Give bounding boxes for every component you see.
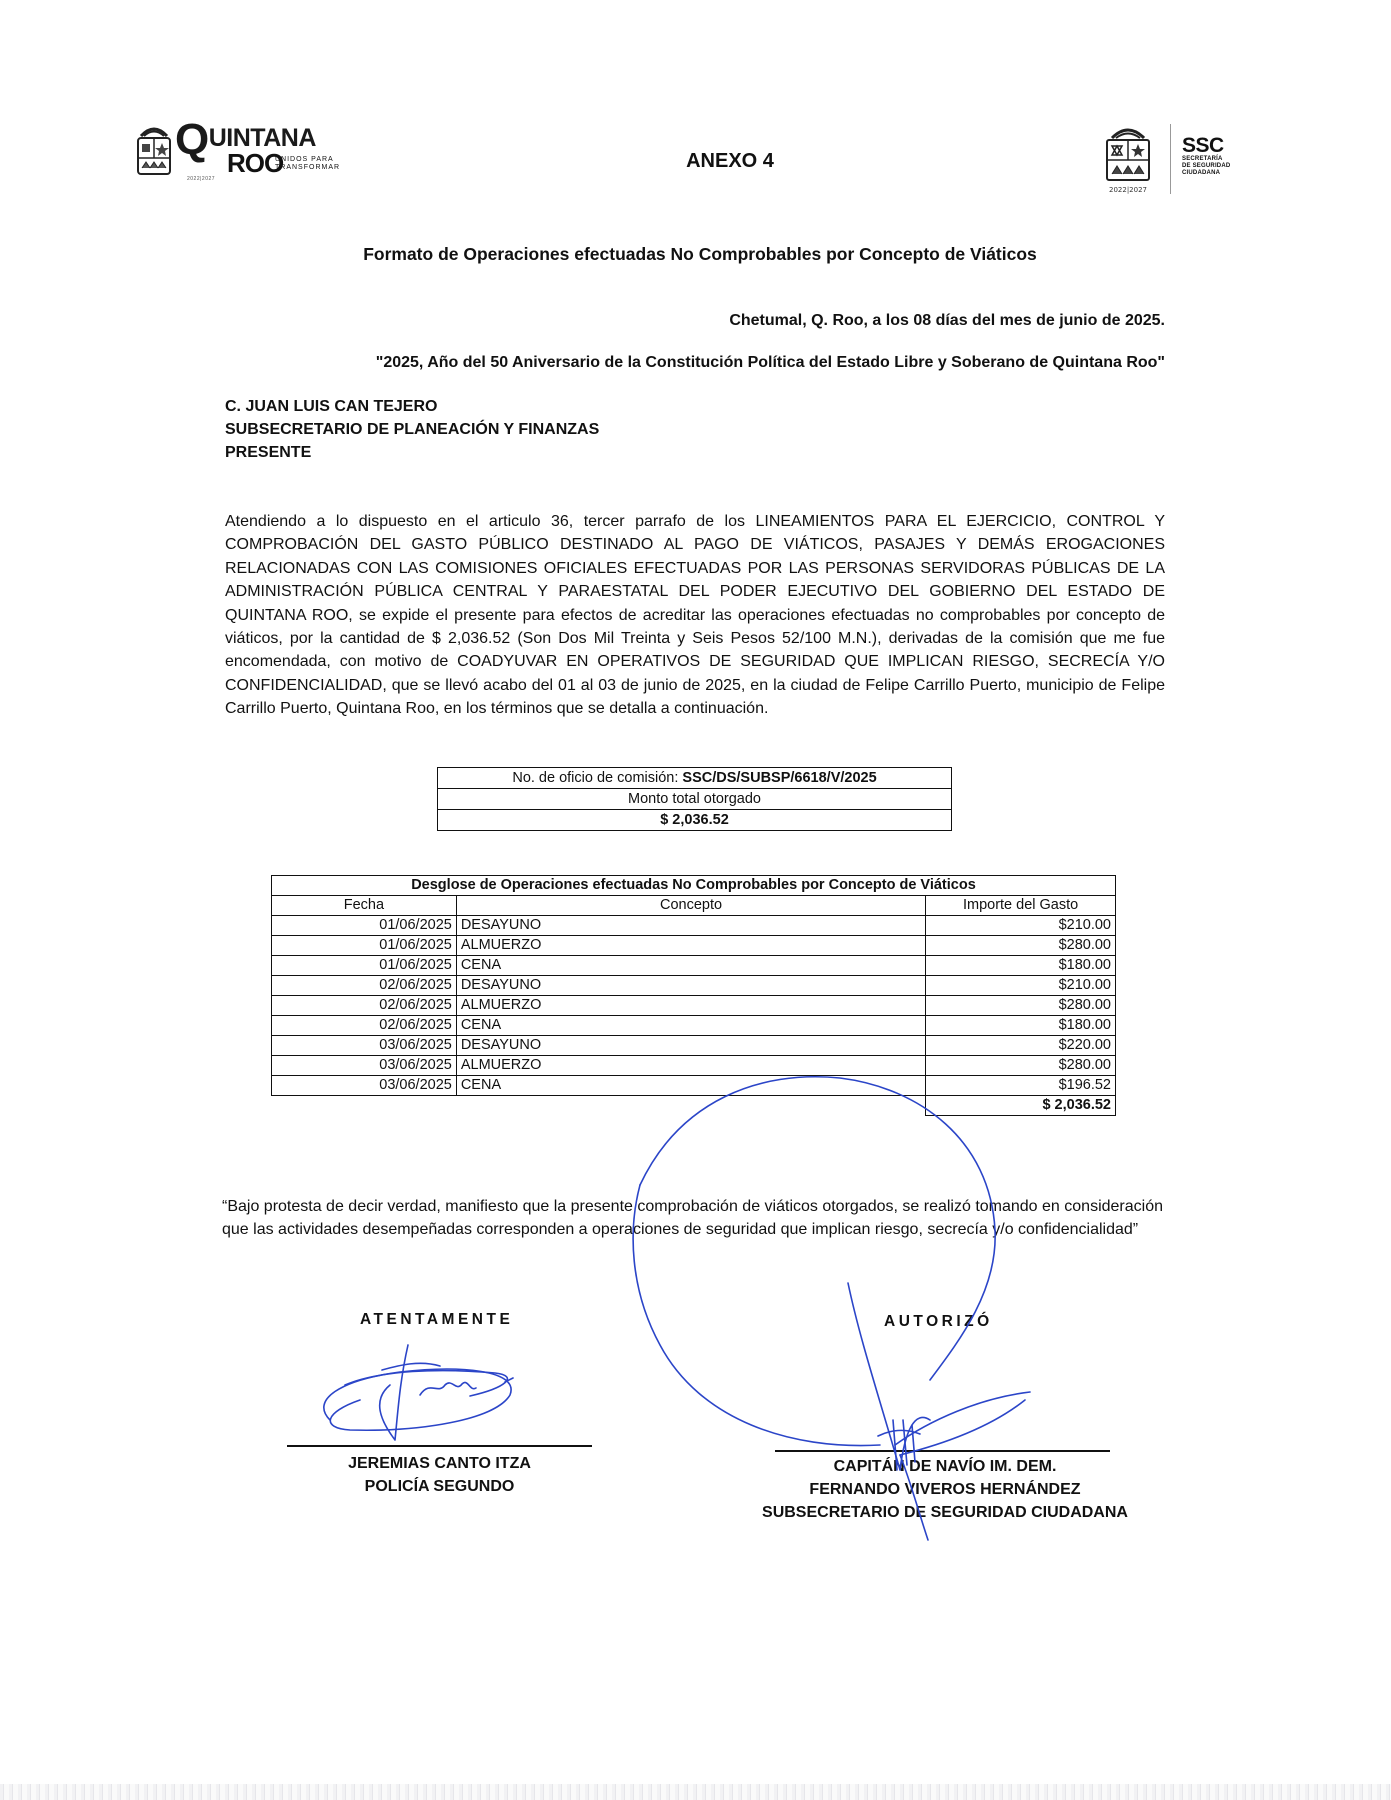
row-fecha: 01/06/2025	[272, 956, 457, 976]
table-row	[272, 956, 1116, 976]
logo-years: 2022|2027	[187, 176, 216, 182]
logo-roo: ROO	[227, 148, 284, 178]
row-concepto: ALMUERZO	[456, 936, 925, 956]
row-fecha: 02/06/2025	[272, 976, 457, 996]
monto-label-row	[438, 789, 952, 810]
table-row	[272, 976, 1116, 996]
logo-word: UINTANA	[208, 124, 316, 152]
table-row	[272, 916, 1116, 936]
state-seal-icon	[135, 122, 173, 178]
document-title: Formato de Operaciones efectuadas No Comprobables por Concepto de Viáticos	[363, 244, 1037, 264]
recipient-block	[225, 395, 599, 464]
logo-q: Q	[175, 115, 209, 164]
recipient-presente: PRESENTE	[225, 444, 312, 461]
signer-right-position: SUBSECRETARIO DE SEGURIDAD CIUDADANA	[762, 1504, 1128, 1521]
row-concepto: DESAYUNO	[456, 976, 925, 996]
signer-left	[287, 1452, 592, 1498]
breakdown-header-row	[272, 896, 1116, 916]
row-importe: $280.00	[926, 1056, 1116, 1076]
table-row	[272, 996, 1116, 1016]
breakdown-title: Desglose de Operaciones efectuadas No Comprobables por Concepto de Viáticos	[272, 876, 1116, 896]
ssc-subtitle-3: CIUDADANA	[1182, 170, 1221, 176]
row-concepto: ALMUERZO	[456, 996, 925, 1016]
table-row	[272, 1016, 1116, 1036]
breakdown-table	[271, 875, 1116, 1116]
ssc-subtitle	[1182, 156, 1230, 177]
monto-label: Monto total otorgado	[438, 789, 952, 810]
header-importe: Importe del Gasto	[926, 896, 1116, 916]
breakdown-title-row	[272, 876, 1116, 896]
recipient-position: SUBSECRETARIO DE PLANEACIÓN Y FINANZAS	[225, 421, 600, 438]
signer-left-name: JEREMIAS CANTO ITZA	[348, 1455, 531, 1472]
header-concepto: Concepto	[456, 896, 925, 916]
signature-line-right	[775, 1450, 1110, 1452]
row-fecha: 02/06/2025	[272, 1016, 457, 1036]
row-importe: $210.00	[926, 916, 1116, 936]
row-importe: $196.52	[926, 1076, 1116, 1096]
row-fecha: 03/06/2025	[272, 1036, 457, 1056]
table-row	[272, 1036, 1116, 1056]
breakdown-total: $ 2,036.52	[926, 1096, 1116, 1116]
date-line: Chetumal, Q. Roo, a los 08 días del mes de junio de 2025.	[729, 312, 1165, 329]
row-concepto: CENA	[456, 1016, 925, 1036]
row-importe: $180.00	[926, 956, 1116, 976]
row-concepto: ALMUERZO	[456, 1056, 925, 1076]
row-importe: $180.00	[926, 1016, 1116, 1036]
row-fecha: 01/06/2025	[272, 936, 457, 956]
ssc-seal-icon	[1102, 122, 1154, 196]
ssc-seal-years: 2022|2027	[1109, 186, 1147, 194]
row-importe: $280.00	[926, 996, 1116, 1016]
summary-table	[437, 767, 952, 831]
signer-left-position: POLICÍA SEGUNDO	[364, 1478, 515, 1495]
ssc-logo	[1102, 122, 1262, 200]
row-concepto: CENA	[456, 1076, 925, 1096]
signature-line-left	[287, 1445, 592, 1447]
year-motto: "2025, Año del 50 Aniversario de la Constitución Política del Estado Libre y Soberano de Quintana Roo"	[375, 354, 1165, 371]
oficio-label: No. de oficio de comisión:	[512, 770, 679, 786]
row-fecha: 02/06/2025	[272, 996, 457, 1016]
left-signature-scribble	[324, 1345, 513, 1440]
quintana-roo-logo	[135, 115, 345, 184]
ssc-title: SSC	[1182, 134, 1224, 157]
oficio-cell	[438, 768, 952, 789]
body-paragraph: Atendiendo a lo dispuesto en el articulo 36, tercer parrafo de los LINEAMIENTOS PARA EL EJERCICIO, CONTROL Y COMPROBACIÓN DEL GASTO PÚBLICO DESTINADO AL PAGO DE VIÁTICOS, PASAJES Y DEMÁS EROGACIONES RELACIONADAS CON LAS COMISIONES OFICIALES EFECTUADAS POR LAS PERSONAS SERVIDORAS PÚBLICAS DE LA ADMINISTRACIÓN PÚBLICA CENTRAL Y PARAESTATAL DEL PODER EJECUTIVO DEL GOBIERNO DEL ESTADO DE QUINTANA ROO, se expide el presente para efectos de acreditar las operaciones efectuadas no comprobables por concepto de viáticos, por la cantidad de $ 2,036.52 (Son Dos Mil Treinta y Seis Pesos 52/100 M.N.), derivadas de la comisión que me fue encomendada, con motivo de COADYUVAR EN OPERATIVOS DE SEGURIDAD QUE IMPLICAN RIESGO, SECRECÍA Y/O CONFIDENCIALIDAD, que se llevó acabo del 01 al 03 de junio de 2025, en la ciudad de Felipe Carrillo Puerto, municipio de Felipe Carrillo Puerto, Quintana Roo, en los términos que se detalla a continuación.	[225, 513, 1165, 718]
row-importe: $210.00	[926, 976, 1116, 996]
total-row	[272, 1096, 1116, 1116]
atentamente-heading: ATENTAMENTE	[360, 1311, 514, 1328]
monto-value-row	[438, 810, 952, 831]
header-fecha: Fecha	[272, 896, 457, 916]
oficio-row	[438, 768, 952, 789]
row-fecha: 03/06/2025	[272, 1056, 457, 1076]
monto-value: $ 2,036.52	[438, 810, 952, 831]
row-fecha: 03/06/2025	[272, 1076, 457, 1096]
row-importe: $220.00	[926, 1036, 1116, 1056]
autorizo-heading: AUTORIZÓ	[884, 1313, 993, 1330]
signer-right-name: FERNANDO VIVEROS HERNÁNDEZ	[809, 1481, 1081, 1498]
row-concepto: DESAYUNO	[456, 1036, 925, 1056]
table-row	[272, 936, 1116, 956]
recipient-name: C. JUAN LUIS CAN TEJERO	[225, 398, 438, 415]
logo-divider	[1170, 124, 1171, 194]
row-concepto: DESAYUNO	[456, 916, 925, 936]
row-concepto: CENA	[456, 956, 925, 976]
logo-tagline-1: UNIDOS PARA	[275, 156, 334, 163]
annex-title: ANEXO 4	[686, 150, 774, 172]
oficio-value: SSC/DS/SUBSP/6618/V/2025	[682, 770, 877, 786]
row-importe: $280.00	[926, 936, 1116, 956]
signer-right	[745, 1455, 1145, 1524]
row-fecha: 01/06/2025	[272, 916, 457, 936]
logo-tagline	[275, 156, 340, 172]
table-row	[272, 1076, 1116, 1096]
scan-edge	[0, 1784, 1391, 1800]
ssc-subtitle-2: DE SEGURIDAD	[1182, 163, 1231, 169]
logo-tagline-2: TRANSFORMAR	[275, 164, 341, 171]
protest-statement: “Bajo protesta de decir verdad, manifiesto que la presente comprobación de viáticos otorgados, se realizó tomando en consideración que las actividades desempeñadas corresponden a operaciones de seguridad que implican riesgo, secrecía y/o confidencialidad”	[222, 1198, 1163, 1239]
signer-right-rank: CAPITÁN DE NAVÍO IM. DEM.	[833, 1458, 1057, 1475]
ssc-subtitle-1: SECRETARÍA	[1182, 156, 1223, 162]
table-row	[272, 1056, 1116, 1076]
